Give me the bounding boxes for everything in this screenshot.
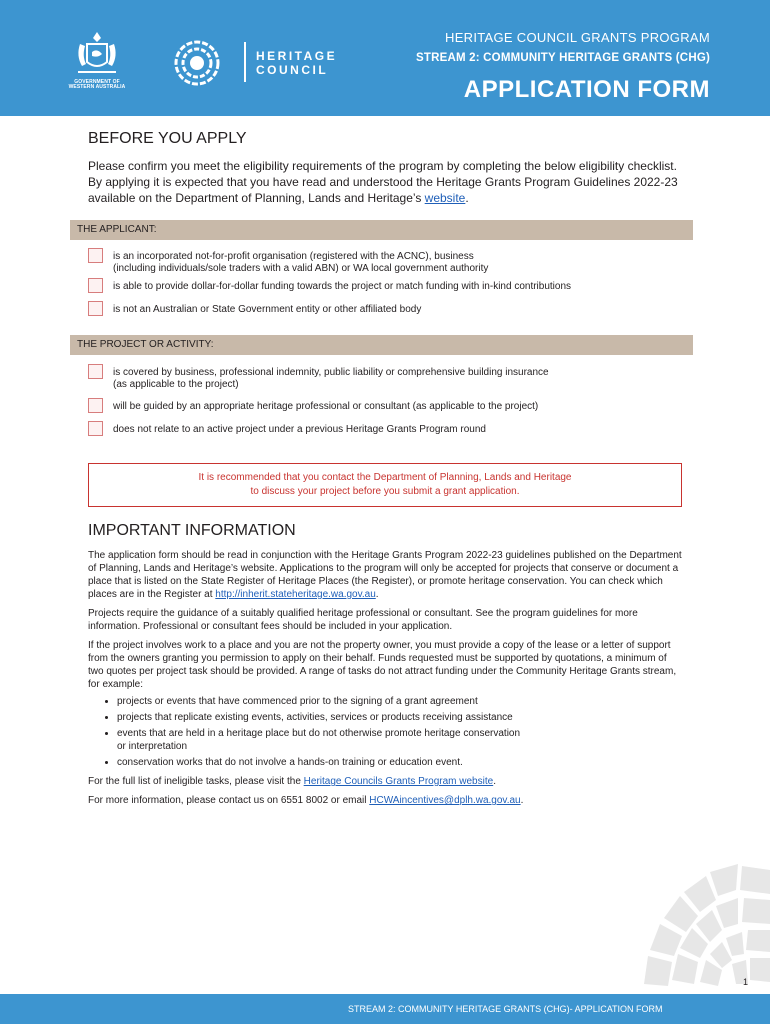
- before-you-apply-heading: BEFORE YOU APPLY: [88, 130, 247, 147]
- applicant-section-bar: THE APPLICANT:: [70, 220, 693, 240]
- checklist-item-text: will be guided by an appropriate heritage professional or consultant (as applicable to the project): [113, 401, 539, 412]
- recommendation-notice: [88, 463, 682, 507]
- ineligible-tasks-list: [88, 695, 684, 769]
- page-footer: [0, 994, 770, 1024]
- important-information-section: [88, 522, 684, 813]
- info-paragraph-5: [88, 794, 684, 807]
- intro-end: .: [465, 191, 469, 205]
- website-link[interactable]: website: [424, 191, 466, 205]
- gov-logo-text: GOVERNMENT OF WESTERN AUSTRALIA: [68, 79, 126, 90]
- form-title: APPLICATION FORM: [463, 76, 710, 103]
- logo-name-line1: HERITAGE: [256, 49, 338, 63]
- info-paragraph-5-end: .: [520, 795, 524, 806]
- checklist-item: [88, 421, 688, 441]
- info-paragraph-4-end: .: [493, 776, 496, 787]
- info-paragraph-1-text: The application form should be read in conjunction with the Heritage Grants Program 2022-23 guidelines published on the Department of Planning, Lands and Heritage’s website. Applications to the program will only be accepted for projects that conserve or document a place that is listed on the State Register of Heritage Places (the Register), or promote heritage conservation. You can check which places are in the Register at: [88, 550, 682, 600]
- checkbox[interactable]: [88, 301, 103, 316]
- checkbox[interactable]: [88, 398, 103, 413]
- list-item: • events that are held in a heritage place but do not otherwise promote heritage conservation or interpretation: [117, 727, 684, 753]
- checklist-item-text: does not relate to an active project under a previous Heritage Grants Program round: [113, 424, 486, 435]
- logo-divider: [244, 42, 246, 82]
- checkbox[interactable]: [88, 248, 103, 263]
- intro-paragraph: [88, 158, 684, 206]
- project-section-bar: THE PROJECT OR ACTIVITY:: [70, 335, 693, 355]
- checklist-item-text: is covered by business, professional indemnity, public liability or comprehensive building insurance (as applicable to the project): [113, 367, 549, 390]
- logo-name: [256, 49, 337, 77]
- intro-text: Please confirm you meet the eligibility requirements of the program by completing the below eligibility checklist. By applying it is expected that you have read and understood the Heritage Grants Program Guidelines 2022-23 available on the Department of Planning, Lands and Heritage’s: [88, 159, 678, 205]
- checklist-item: [88, 248, 688, 278]
- checkbox[interactable]: [88, 364, 103, 379]
- email-link[interactable]: HCWAincentives@dplh.wa.gov.au: [369, 795, 521, 806]
- program-name: HERITAGE COUNCIL GRANTS PROGRAM: [445, 30, 710, 45]
- project-checklist: [88, 364, 688, 441]
- info-paragraph-4: [88, 775, 684, 788]
- stream-name: STREAM 2: COMMUNITY HERITAGE GRANTS (CHG): [416, 52, 710, 64]
- checklist-item: [88, 364, 688, 398]
- checkbox[interactable]: [88, 278, 103, 293]
- applicant-checklist: [88, 248, 688, 321]
- checklist-item-text: is an incorporated not-for-profit organisation (registered with the ACNC), business (including individuals/sole traders with a valid ABN) or WA local government authority: [113, 251, 489, 274]
- important-information-heading: IMPORTANT INFORMATION: [88, 522, 296, 539]
- footer-text: STREAM 2: COMMUNITY HERITAGE GRANTS (CHG)- APPLICATION FORM: [348, 1004, 663, 1014]
- checklist-item-text: is able to provide dollar-for-dollar funding towards the project or match funding with in-kind contributions: [113, 281, 572, 292]
- logo-name-line2: COUNCIL: [256, 63, 329, 77]
- before-you-apply-section: [88, 130, 684, 206]
- checkbox[interactable]: [88, 421, 103, 436]
- crest-icon: [72, 30, 122, 78]
- heritage-council-logo: [172, 38, 352, 92]
- notice-line1: It is recommended that you contact the Department of Planning, Lands and Heritage: [198, 472, 572, 483]
- checklist-item-text: is not an Australian or State Government entity or other affiliated body: [113, 304, 422, 315]
- info-paragraph-1: [88, 549, 684, 601]
- government-of-wa-logo: [62, 30, 132, 96]
- decorative-emblem-graphic: [592, 830, 770, 994]
- checklist-item: [88, 278, 688, 301]
- info-paragraph-5-text: For more information, please contact us on 6551 8002 or email: [88, 795, 370, 806]
- list-item: • projects or events that have commenced prior to the signing of a grant agreement: [117, 695, 684, 708]
- list-item: • conservation works that do not involve a hands-on training or education event.: [117, 756, 684, 769]
- info-paragraph-4-text: For the full list of ineligible tasks, please visit the: [88, 776, 304, 787]
- page-number: 1: [742, 977, 748, 987]
- checklist-item: [88, 301, 688, 321]
- grants-program-website-link[interactable]: Heritage Councils Grants Program website: [303, 776, 494, 787]
- list-item: • projects that replicate existing events, activities, services or products receiving assistance: [117, 711, 684, 724]
- info-paragraph-3: If the project involves work to a place and you are not the property owner, you must provide a copy of the lease or a letter of support from the owners granting you permission to apply on their behalf. Funds requested must be supported by quotations, a minimum of two quotes per project task should be provided. A range of tasks do not attract funding under the Community Heritage Grants stream, for example:: [88, 640, 677, 690]
- notice-line2: to discuss your project before you submit a grant application.: [250, 486, 520, 497]
- checklist-item: [88, 398, 688, 421]
- page-header: [0, 0, 770, 116]
- heritage-council-emblem-icon: [172, 38, 222, 88]
- info-paragraph-2: Projects require the guidance of a suitably qualified heritage professional or consultant. See the program guidelines for more information. Professional or consultant fees should be included in your application.: [88, 608, 638, 632]
- info-paragraph-1-end: .: [375, 589, 379, 600]
- inherit-link[interactable]: http://inherit.stateheritage.wa.gov.au: [215, 589, 376, 600]
